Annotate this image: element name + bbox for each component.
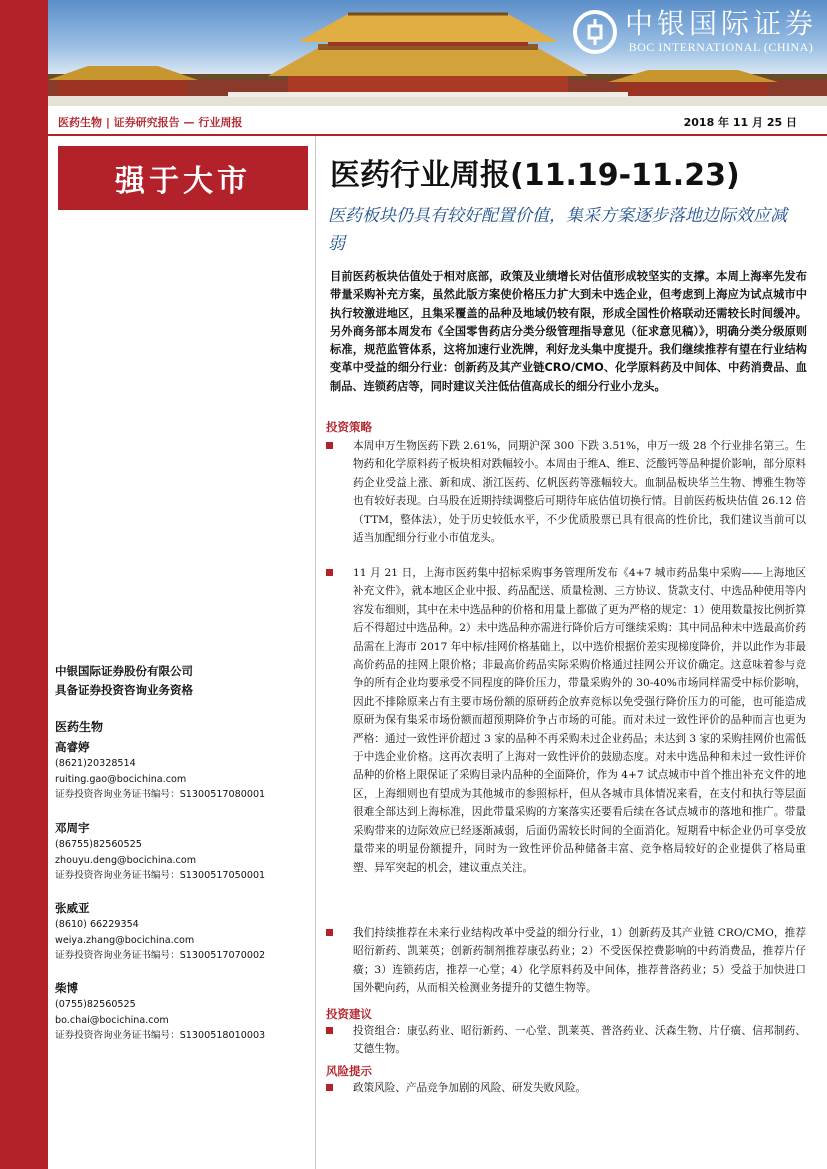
list-item: [326, 1022, 806, 1059]
list-item: [326, 437, 806, 547]
analyst-license: 证券投资咨询业务证书编号：S1300518010003: [55, 1030, 266, 1041]
boc-logo-icon: [573, 10, 617, 54]
analyst-phone: (0755)82560525: [55, 999, 136, 1010]
section-heading-advice: 投资建议: [326, 1007, 372, 1021]
analyst-email[interactable]: zhouyu.deng@bocichina.com: [55, 854, 197, 866]
analyst-email[interactable]: bo.chai@bocichina.com: [55, 1014, 169, 1026]
brand-name-cn: 中银国际证券: [624, 7, 817, 40]
section-heading-strategy: 投资策略: [326, 420, 372, 434]
analyst-name: 高睿婷: [55, 740, 90, 754]
analyst-block: [55, 980, 310, 1044]
bullet-square-icon: [326, 929, 333, 936]
analyst-name: 柴博: [55, 981, 78, 995]
analyst-email[interactable]: ruiting.gao@bocichina.com: [55, 773, 187, 785]
column-divider: [315, 136, 316, 1169]
analyst-block: [55, 900, 310, 964]
analyst-phone: (8621)20328514: [55, 758, 136, 769]
bullet-square-icon: [326, 1027, 333, 1034]
bullet-text: 政策风险、产品竞争加剧的风险、研发失败风险。: [353, 1082, 587, 1094]
analyst-card: [55, 739, 310, 803]
bullet-text: 本周申万生物医药下跌 2.61%，同期沪深 300 下跌 3.51%，申万一级 28 个行业排名第三。生物药和化学原料药子板块相对跌幅较小。本周由于维A、维E、泛酸钙等品种提价影响，部分原料药企业受益上涨、新和成、浙江医药、亿帆医药等涨幅较大。血制品板块华兰生物、博雅生物等也有较好表现。白马股在近期持续调整后可期待年底估值切换行情。目前医药板块估值 26.12 倍（TTM，整体法），处于历史较低水平，不少优质股票已具有很高的性价比，我们建议当前可以适当加配细分行业小市值龙头。: [353, 440, 806, 545]
analyst-card: [55, 980, 310, 1044]
rating-badge: 强于大市: [58, 146, 308, 210]
analyst-name: 张威亚: [55, 901, 90, 915]
analyst-card: [55, 900, 310, 964]
bullet-square-icon: [326, 1084, 333, 1091]
brand-name-en: BOC INTERNATIONAL (CHINA): [628, 40, 814, 54]
list-item: [326, 564, 806, 877]
list-item: [326, 924, 806, 998]
bullet-text: 我们持续推荐在未来行业结构改革中受益的细分行业，1）创新药及其产业链 CRO/CMO，推荐昭衍新药、凯莱英；创新药制剂推荐康弘药业；2）不受医保控费影响的中药消费品，推荐片仔癀；3）连锁药店，推荐一心堂；4）化学原料药及中间体，推荐普洛药业；5）受益于加快进口国外靶向药，从而相关检测业务提升的艾德生物等。: [353, 927, 806, 995]
section-heading-risk: 风险提示: [326, 1064, 372, 1078]
analyst-block: [55, 718, 310, 803]
company-block: [55, 662, 310, 700]
company-qualification: 具备证券投资咨询业务资格: [55, 683, 193, 697]
bullet-square-icon: [326, 569, 333, 576]
bullet-square-icon: [326, 442, 333, 449]
analyst-license: 证券投资咨询业务证书编号：S1300517080001: [55, 789, 266, 800]
department-name: 医药生物: [55, 720, 104, 734]
analyst-name: 邓周宇: [55, 821, 90, 835]
company-name: 中银国际证券股份有限公司: [55, 664, 193, 678]
report-date: 2018 年 11 月 25 日: [683, 116, 797, 129]
bullet-text: 投资组合：康弘药业、昭衍新药、一心堂、凯莱英、普洛药业、沃森生物、片仔癀、信邦制药、艾德生物。: [353, 1025, 806, 1056]
boc-logo: [573, 8, 817, 55]
bullet-text: 11 月 21 日，上海市医药集中招标采购事务管理所发布《4+7 城市药品集中采购——上海地区补充文件》，就本地区企业中报、药品配送、质量检测、三方协议、货款支付、中选品种使用等内容发布细则，其中在未中选品种的价格和用量上都做了更为严格的规定：1）使用数量按比例折算后不得超过中选品种。2）未中选品种亦需进行降价后方可继续采购：其中同品种未中选最高价药品需在上海市 2017 年中标/挂网价格基础上，以中选价根据价差实现梯度降价，并以此作为非最高价药品的挂网上限价格；非最高价药品实际采购价格通过挂网公开议价确定。这意味着参与竞争的所有企业均要承受不同程度的降价压力，带量采购外的 30-40%市场同样需受中标价影响，因此不排除原来占有主要市场份额的原研药企放弃竞标以免受强行降价压力的可能，也可能造成原研为保有集采市场份额而超预期降价争占市场的可能。而对未过一致性评价的品种而言也更为严格：通过一致性评价超过 3 家的品种不再采购未过企业药品；未达到 3 家的采购挂网价也需低于中选企业价格。这再次表明了上海对一致性评价的鼓励态度。对未中选品种和未过一致性评价品种的价格上限保证了采购目录内品种的全面降价，作为 4+7 试点城市中首个推出补充文件的地区，上海细则也有望成为其他城市的参照标杆，但从各城市具体情况来看，在支付和执行等层面很难全部达到上海标准，因此带量采购的方案落实还要看后续在各试点城市的落地和推广。带量采购带来的边际效应已经逐渐减弱，后面仍需较长时间的全面消化。短期看中标企业仍可享受放量带来的明显份额提升，同时为一致性评价品种储备丰富、竞争格局较好的企业提供了格局重塑、异军突起的机会，建议重点关注。: [353, 567, 806, 874]
header-banner: [48, 0, 827, 106]
report-title: 医药行业周报(11.19-11.23): [330, 158, 740, 193]
analyst-license: 证券投资咨询业务证书编号：S1300517050001: [55, 870, 266, 881]
analyst-email[interactable]: weiya.zhang@bocichina.com: [55, 934, 195, 946]
analyst-block: [55, 820, 310, 884]
report-subtitle: 医药板块仍具有较好配置价值，集采方案逐步落地边际效应减弱: [328, 206, 787, 254]
analyst-phone: (8610) 66229354: [55, 919, 139, 930]
list-item: [326, 1079, 806, 1097]
left-red-bar: [0, 0, 48, 1169]
analyst-license: 证券投资咨询业务证书编号：S1300517070002: [55, 950, 266, 961]
analyst-card: [55, 820, 310, 884]
report-info-line: [48, 106, 827, 136]
report-category: 医药生物 | 证券研究报告 — 行业周报: [58, 116, 243, 129]
analyst-phone: (86755)82560525: [55, 839, 142, 850]
summary-paragraph: 目前医药板块估值处于相对底部，政策及业绩增长对估值形成较坚实的支撑。本周上海率先发布带量采购补充方案，虽然此版方案使价格压力扩大到未中选企业，但考虑到上海应为试点城市中执行较激进地区，且集采覆盖的品种及地域仍较有限，形成全国性价格联动还需较长时间缓冲。另外商务部本周发布《全国零售药店分类分级管理指导意见（征求意见稿）》，明确分类分级原则标准，规范监管体系，这将加速行业洗牌，利好龙头集中度提升。我们继续推荐有望在行业结构变革中受益的细分行业：创新药及其产业链CRO/CMO、化学原料药及中间体、中药消费品、血制品、连锁药店等，同时建议关注低估值高成长的细分行业小龙头。: [330, 270, 807, 393]
